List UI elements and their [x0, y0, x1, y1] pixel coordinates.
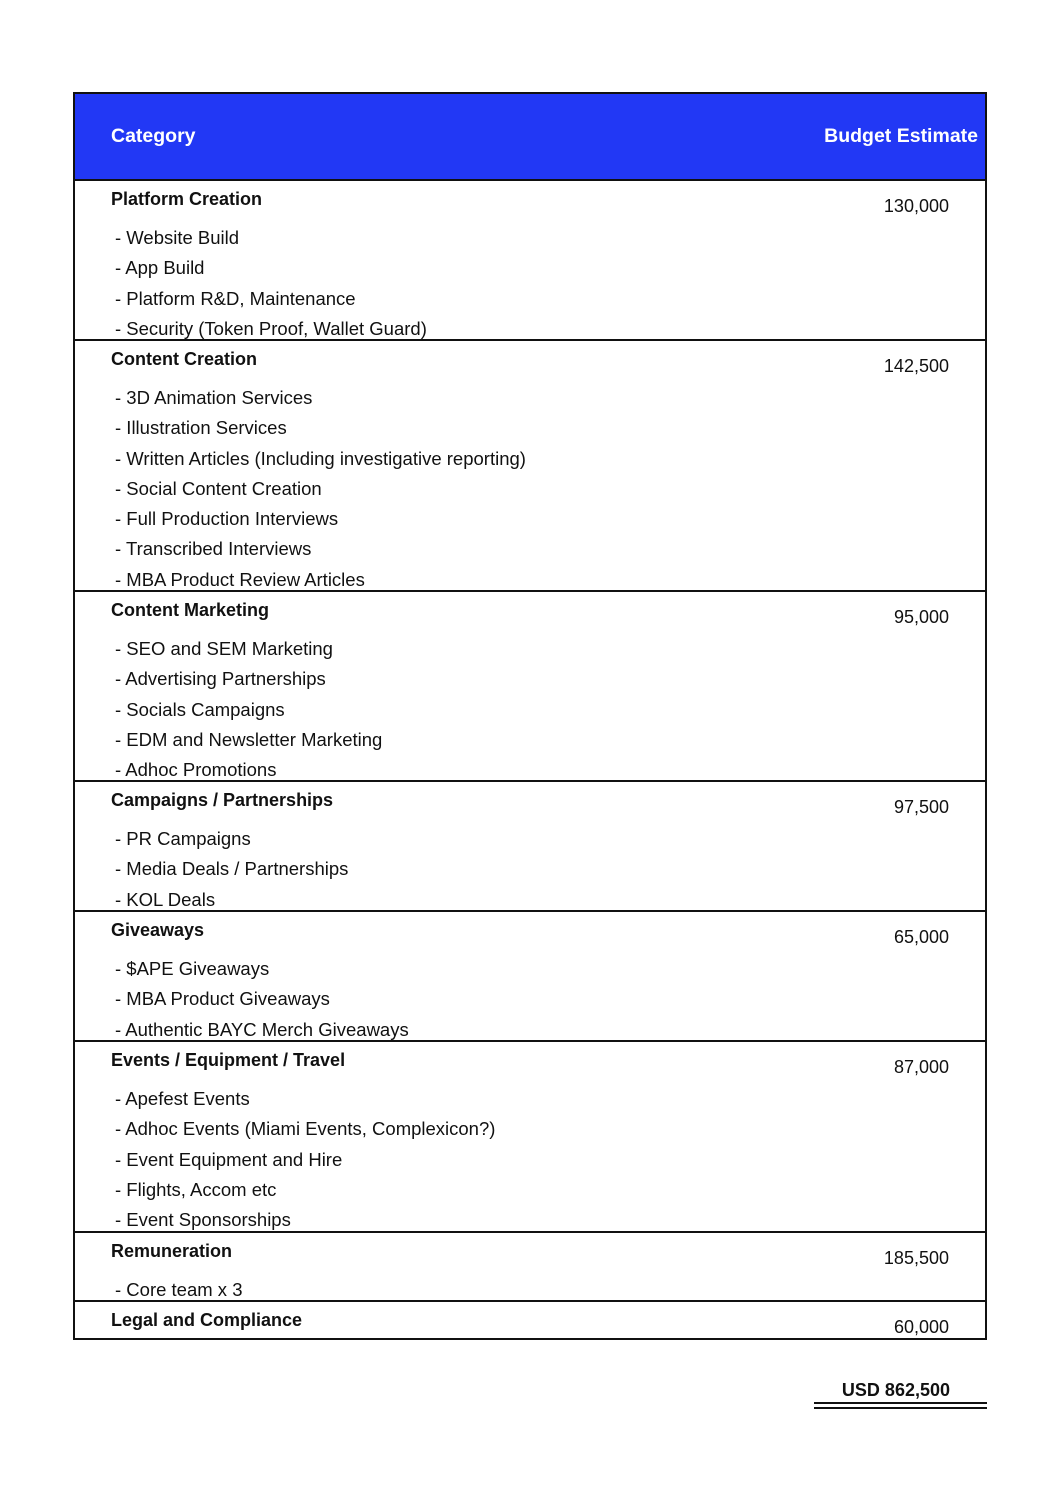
total-double-underline [814, 1402, 987, 1409]
list-item: - MBA Product Review Articles [115, 568, 365, 590]
item-list [115, 1275, 243, 1305]
item-list [115, 1084, 495, 1235]
list-item: - Core team x 3 [115, 1279, 243, 1300]
section-platform-creation [75, 181, 985, 341]
list-item: - MBA Product Giveaways [115, 988, 330, 1010]
section-amount: 60,000 [893, 1317, 949, 1337]
item-list [115, 634, 382, 785]
section-title: Content Creation [111, 349, 257, 369]
section-amount: 97,500 [893, 797, 949, 817]
list-item: - Written Articles (Including investigative reporting) [115, 447, 526, 469]
total-amount: USD 862,500 [841, 1380, 950, 1400]
section-title: Campaigns / Partnerships [111, 790, 334, 810]
item-list [115, 824, 348, 915]
section-title: Content Marketing [111, 600, 270, 620]
list-item: - EDM and Newsletter Marketing [115, 728, 383, 750]
section-title: Legal and Compliance [111, 1310, 303, 1330]
section-campaigns-partnerships [75, 782, 985, 912]
item-list [115, 383, 526, 595]
list-item: - Advertising Partnerships [115, 668, 326, 690]
list-item: - Transcribed Interviews [115, 538, 312, 560]
list-item: - Full Production Interviews [115, 508, 339, 530]
list-item: - Socials Campaigns [115, 698, 285, 720]
budget-column-header: Budget Estimate [824, 125, 978, 147]
section-amount: 65,000 [893, 927, 949, 947]
section-amount: 87,000 [893, 1057, 949, 1077]
section-amount: 185,500 [883, 1248, 949, 1268]
section-amount: 130,000 [883, 196, 949, 216]
section-giveaways [75, 912, 985, 1042]
table-header [75, 94, 985, 181]
section-title: Platform Creation [111, 189, 263, 209]
list-item: - Website Build [115, 227, 240, 248]
section-title: Remuneration [111, 1241, 233, 1261]
section-events-equipment-travel [75, 1042, 985, 1233]
list-item: - App Build [115, 257, 205, 279]
section-title: Giveaways [111, 920, 205, 940]
category-column-header: Category [111, 125, 196, 147]
list-item: - Apefest Events [115, 1088, 250, 1109]
list-item: - Social Content Creation [115, 477, 322, 499]
list-item: - Flights, Accom etc [115, 1178, 277, 1200]
list-item: - PR Campaigns [115, 828, 251, 849]
item-list [115, 223, 427, 344]
section-amount: 142,500 [883, 356, 949, 376]
list-item: - Illustration Services [115, 417, 287, 439]
budget-table [73, 92, 987, 1340]
section-remuneration [75, 1233, 985, 1302]
section-content-creation [75, 341, 985, 592]
list-item: - 3D Animation Services [115, 387, 313, 408]
list-item: - Authentic BAYC Merch Giveaways [115, 1018, 409, 1040]
list-item: - Platform R&D, Maintenance [115, 287, 356, 309]
section-legal-compliance [75, 1302, 985, 1338]
section-title: Events / Equipment / Travel [111, 1050, 346, 1070]
list-item: - Event Sponsorships [115, 1209, 291, 1231]
section-amount: 95,000 [893, 607, 949, 627]
list-item: - Media Deals / Partnerships [115, 858, 349, 880]
list-item: - KOL Deals [115, 888, 216, 910]
list-item: - Security (Token Proof, Wallet Guard) [115, 317, 427, 339]
list-item: - Event Equipment and Hire [115, 1148, 343, 1170]
list-item: - Adhoc Events (Miami Events, Complexicon?) [115, 1118, 496, 1140]
list-item: - SEO and SEM Marketing [115, 638, 333, 659]
list-item: - $APE Giveaways [115, 958, 270, 979]
section-content-marketing [75, 592, 985, 782]
list-item: - Adhoc Promotions [115, 759, 277, 781]
item-list [115, 954, 409, 1045]
